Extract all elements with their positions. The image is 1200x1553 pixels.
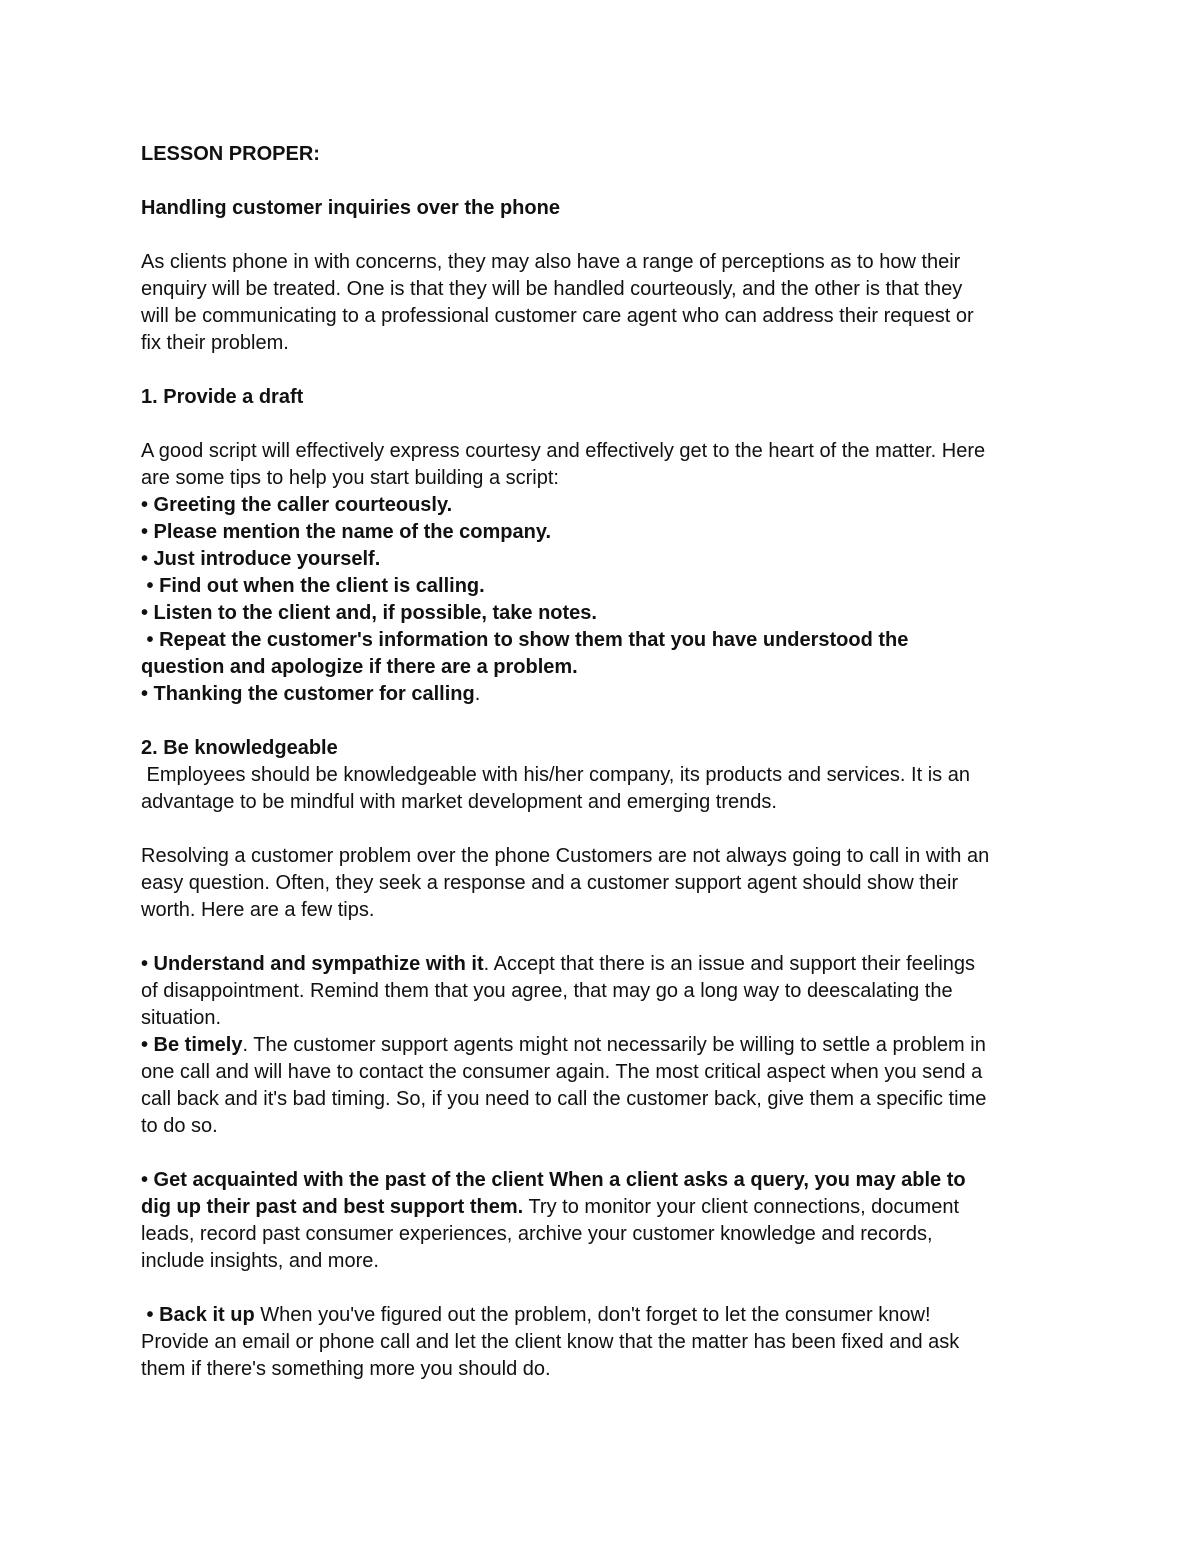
script-tip: • Please mention the name of the company. [141, 521, 552, 543]
script-tip-period: . [474, 683, 481, 705]
section2-line: Employees should be knowledgeable with his/her company, its products and services. It is an [141, 764, 970, 786]
script-tip: • Repeat the customer's information to show them that you have understood the [141, 629, 909, 651]
tip-past-second-line [141, 1194, 1071, 1221]
document-page [141, 141, 1071, 1383]
tip-timely [141, 1032, 1071, 1140]
tip-understand-line: situation. [141, 1007, 222, 1029]
intro-line: enquiry will be treated. One is that they will be handled courteously, and the other is that they [141, 278, 963, 300]
script-tip: • Listen to the client and, if possible, take notes. [141, 602, 597, 624]
intro-line: As clients phone in with concerns, they may also have a range of perceptions as to how their [141, 251, 961, 273]
tip-past [141, 1167, 1071, 1275]
tip-understand-label: • Understand and sympathize with it [141, 953, 484, 975]
tip-understand-first-line [141, 951, 1071, 978]
section1-intro-line: A good script will effectively express courtesy and effectively get to the heart of the matter. Here [141, 440, 986, 462]
section2-body [141, 762, 1071, 816]
tip-back-line: them if there's something more you should do. [141, 1358, 551, 1380]
lesson-subheading: Handling customer inquiries over the phone [141, 197, 560, 219]
tip-back [141, 1302, 1071, 1383]
intro-paragraph [141, 249, 1071, 357]
tip-past-text: Try to monitor your client connections, document [523, 1196, 960, 1218]
tip-past-line: leads, record past consumer experiences, archive your customer knowledge and records, [141, 1223, 933, 1245]
tip-timely-first-line [141, 1032, 1071, 1059]
tip-understand [141, 951, 1071, 1032]
tip-back-text: When you've figured out the problem, don't forget to let the consumer know! [254, 1304, 931, 1326]
script-tip-last [141, 681, 1071, 708]
section2-title: 2. Be knowledgeable [141, 737, 338, 759]
script-tip: question and apologize if there are a problem. [141, 656, 578, 678]
script-tips-list [141, 492, 1071, 708]
tip-past-line: include insights, and more. [141, 1250, 379, 1272]
section1-title: 1. Provide a draft [141, 386, 304, 408]
tip-past-label-line: • Get acquainted with the past of the client When a client asks a query, you may able to [141, 1169, 966, 1191]
tip-understand-text: . Accept that there is an issue and support their feelings [483, 953, 976, 975]
resolving-paragraph [141, 843, 1071, 924]
tip-timely-text: . The customer support agents might not necessarily be willing to settle a problem in [242, 1034, 986, 1056]
tip-back-label: • Back it up [141, 1304, 255, 1326]
tip-timely-label: • Be timely [141, 1034, 243, 1056]
script-tip: • Just introduce yourself. [141, 548, 381, 570]
tip-back-line: Provide an email or phone call and let the client know that the matter has been fixed and ask [141, 1331, 960, 1353]
section1-intro-line: are some tips to help you start building a script: [141, 467, 559, 489]
tip-understand-line: of disappointment. Remind them that you agree, that may go a long way to deescalating the [141, 980, 953, 1002]
script-tip: • Greeting the caller courteously. [141, 494, 453, 516]
tip-past-label: dig up their past and best support them. [141, 1196, 524, 1218]
tip-timely-line: call back and it's bad timing. So, if you need to call the customer back, give them a specific time [141, 1088, 987, 1110]
script-tip-text: • Thanking the customer for calling [141, 683, 475, 705]
tip-timely-line: to do so. [141, 1115, 218, 1137]
intro-line: fix their problem. [141, 332, 289, 354]
resolving-line: Resolving a customer problem over the phone Customers are not always going to call in with an [141, 845, 990, 867]
intro-line: will be communicating to a professional customer care agent who can address their request or [141, 305, 974, 327]
resolving-line: easy question. Often, they seek a response and a customer support agent should show their [141, 872, 959, 894]
tip-back-first-line [141, 1302, 1071, 1329]
tip-timely-line: one call and will have to contact the consumer again. The most critical aspect when you send a [141, 1061, 983, 1083]
resolving-line: worth. Here are a few tips. [141, 899, 375, 921]
section2-line: advantage to be mindful with market development and emerging trends. [141, 791, 777, 813]
lesson-heading: LESSON PROPER: [141, 143, 320, 165]
script-tip: • Find out when the client is calling. [141, 575, 485, 597]
section1-intro [141, 438, 1071, 492]
